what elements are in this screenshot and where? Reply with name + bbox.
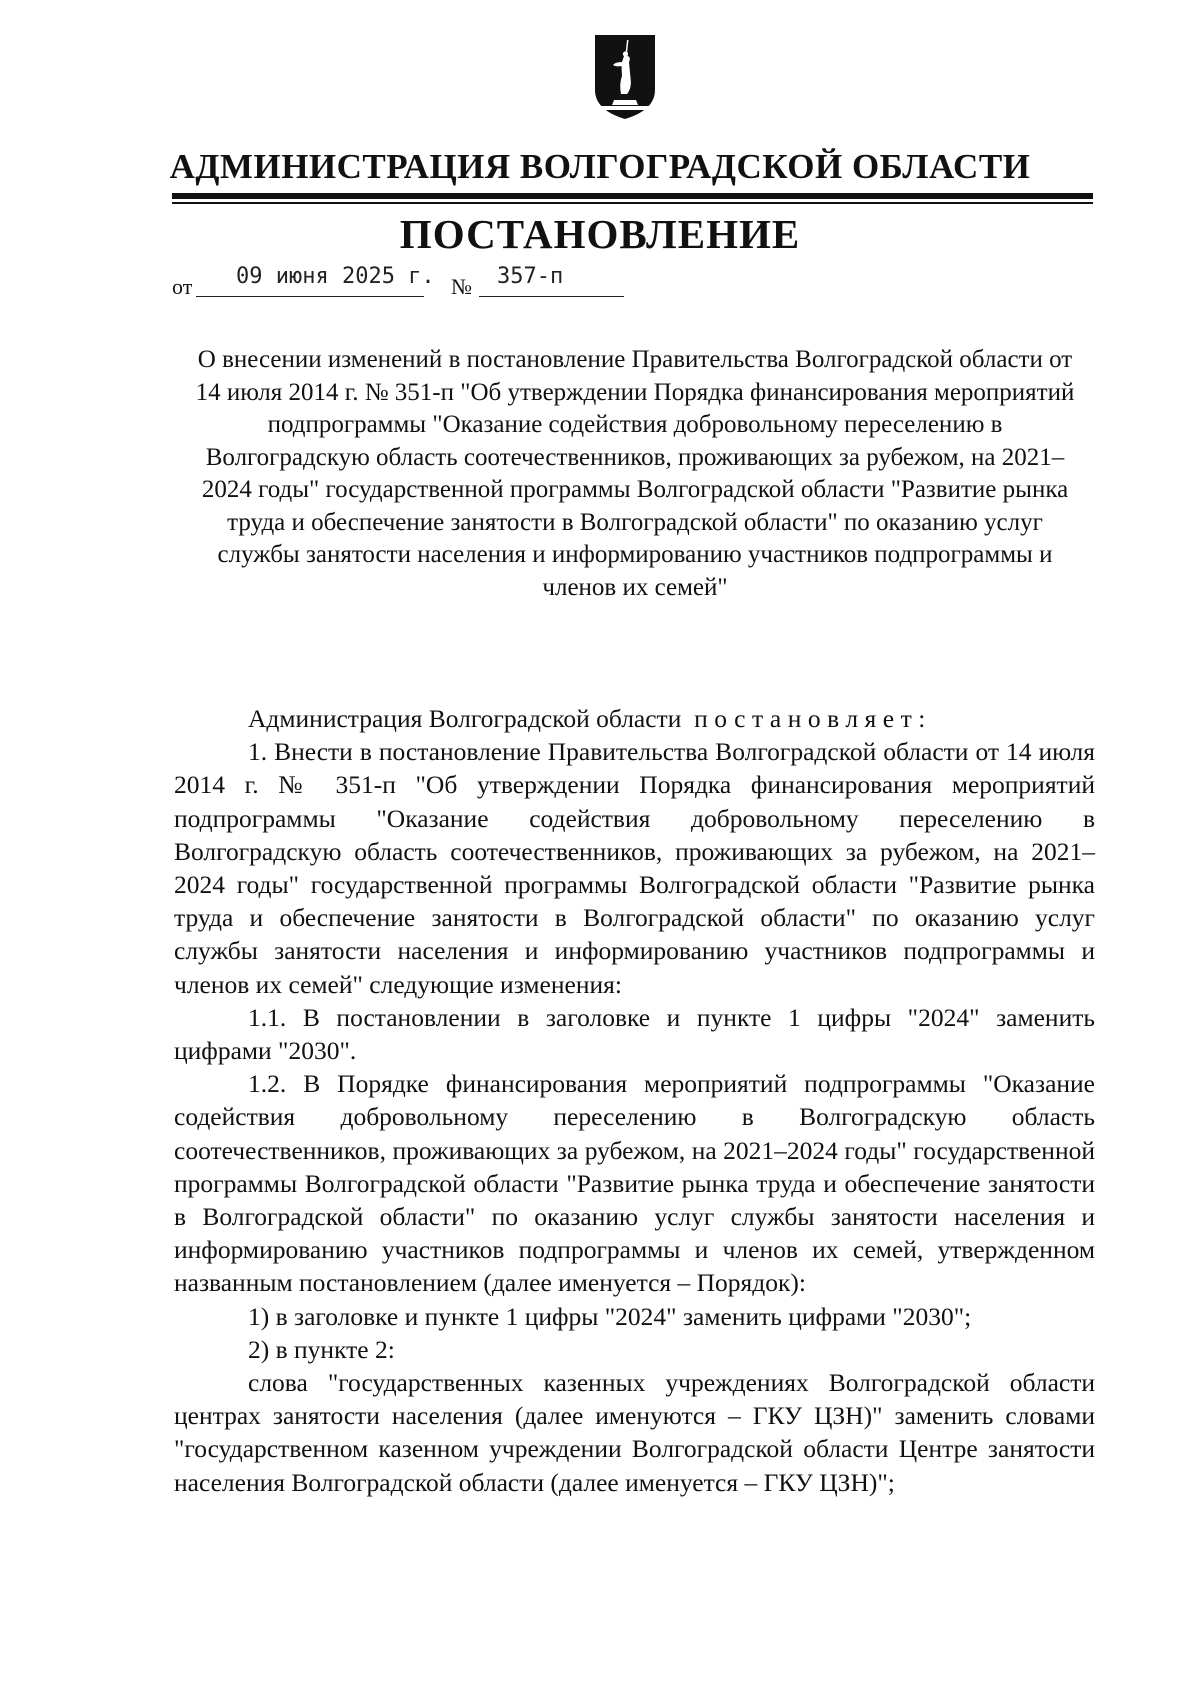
- date-label: от: [172, 274, 193, 299]
- body-intro: [174, 702, 1095, 735]
- body-paragraph: слова "государственных казенных учреждениях Волгоградской области центрах занятости населения (далее именуются – ГКУ ЦЗН)" заменить словами "государственном казенном учреждении Волгоградской области Центре занятости населения Волгоградской области (далее именуется – ГКУ ЦЗН)";: [174, 1368, 1095, 1497]
- body-paragraph: 1.2. В Порядке финансирования мероприятий подпрограммы "Оказание содействия добровольному переселению в Волгоградскую область соотечественников, проживающих за рубежом, на 2021–2024 годы" государственной программы Волгоградской области "Развитие рынка труда и обеспечение занятости в Волгоградской области" по оказанию услуг службы занятости населения и информированию участников подпрограммы и членов их семей, утвержденном названным постановлением (далее именуется – Порядок):: [174, 1069, 1095, 1298]
- intro-text: Администрация Волгоградской области: [248, 704, 682, 733]
- document-title: О внесении изменений в постановление Правительства Волгоградской области от 14 июля 2014 г. № 351-п "Об утверждении Порядка финансирования мероприятий подпрограммы "Оказание содействия добровольному переселению в Волгоградскую область соотечественников, проживающих за рубежом, на 2021–2024 годы" государственной программы Волгоградской области "Развитие рынка труда и обеспечение занятости в Волгоградской области" по оказанию услуг службы занятости населения и информированию участников подпрограммы и членов их семей": [195, 346, 1075, 601]
- body-paragraph: 1.1. В постановлении в заголовке и пункте 1 цифры "2024" заменить цифрами "2030".: [174, 1002, 1095, 1066]
- header-rule-thin: [172, 202, 1093, 204]
- number-value: 357-п: [497, 264, 564, 289]
- date-field: [196, 262, 435, 297]
- volgograd-coat-of-arms-icon: [594, 32, 656, 120]
- number-field: [479, 262, 624, 297]
- body-paragraph: 2) в пункте 2:: [248, 1334, 395, 1364]
- date-value: 09 июня 2025 г.: [236, 264, 435, 289]
- body-paragraph: 1) в заголовке и пункте 1 цифры "2024" заменить цифрами "2030";: [248, 1301, 972, 1331]
- document-dateline: [172, 262, 672, 302]
- body-paragraph: 1. Внести в постановление Правительства Волгоградской области от 14 июля 2014 г. № 351-п "Об утверждении Порядка финансирования мероприятий подпрограммы "Оказание содействия добровольному переселению в Волгоградскую область соотечественников, проживающих за рубежом, на 2021–2024 годы" государственной программы Волгоградской области "Развитие рынка труда и обеспечение занятости в Волгоградской области" по оказанию услуг службы занятости населения и информированию участников подпрограммы и членов их семей" следующие изменения:: [174, 737, 1095, 999]
- document-type: ПОСТАНОВЛЕНИЕ: [399, 211, 801, 257]
- number-label: №: [451, 274, 472, 299]
- organization-name: АДМИНИСТРАЦИЯ ВОЛГОГРАДСКОЙ ОБЛАСТИ: [169, 147, 1031, 186]
- intro-verb: постановляет:: [694, 704, 932, 733]
- header-rule-thick: [172, 193, 1093, 199]
- document-body: [174, 702, 1095, 1499]
